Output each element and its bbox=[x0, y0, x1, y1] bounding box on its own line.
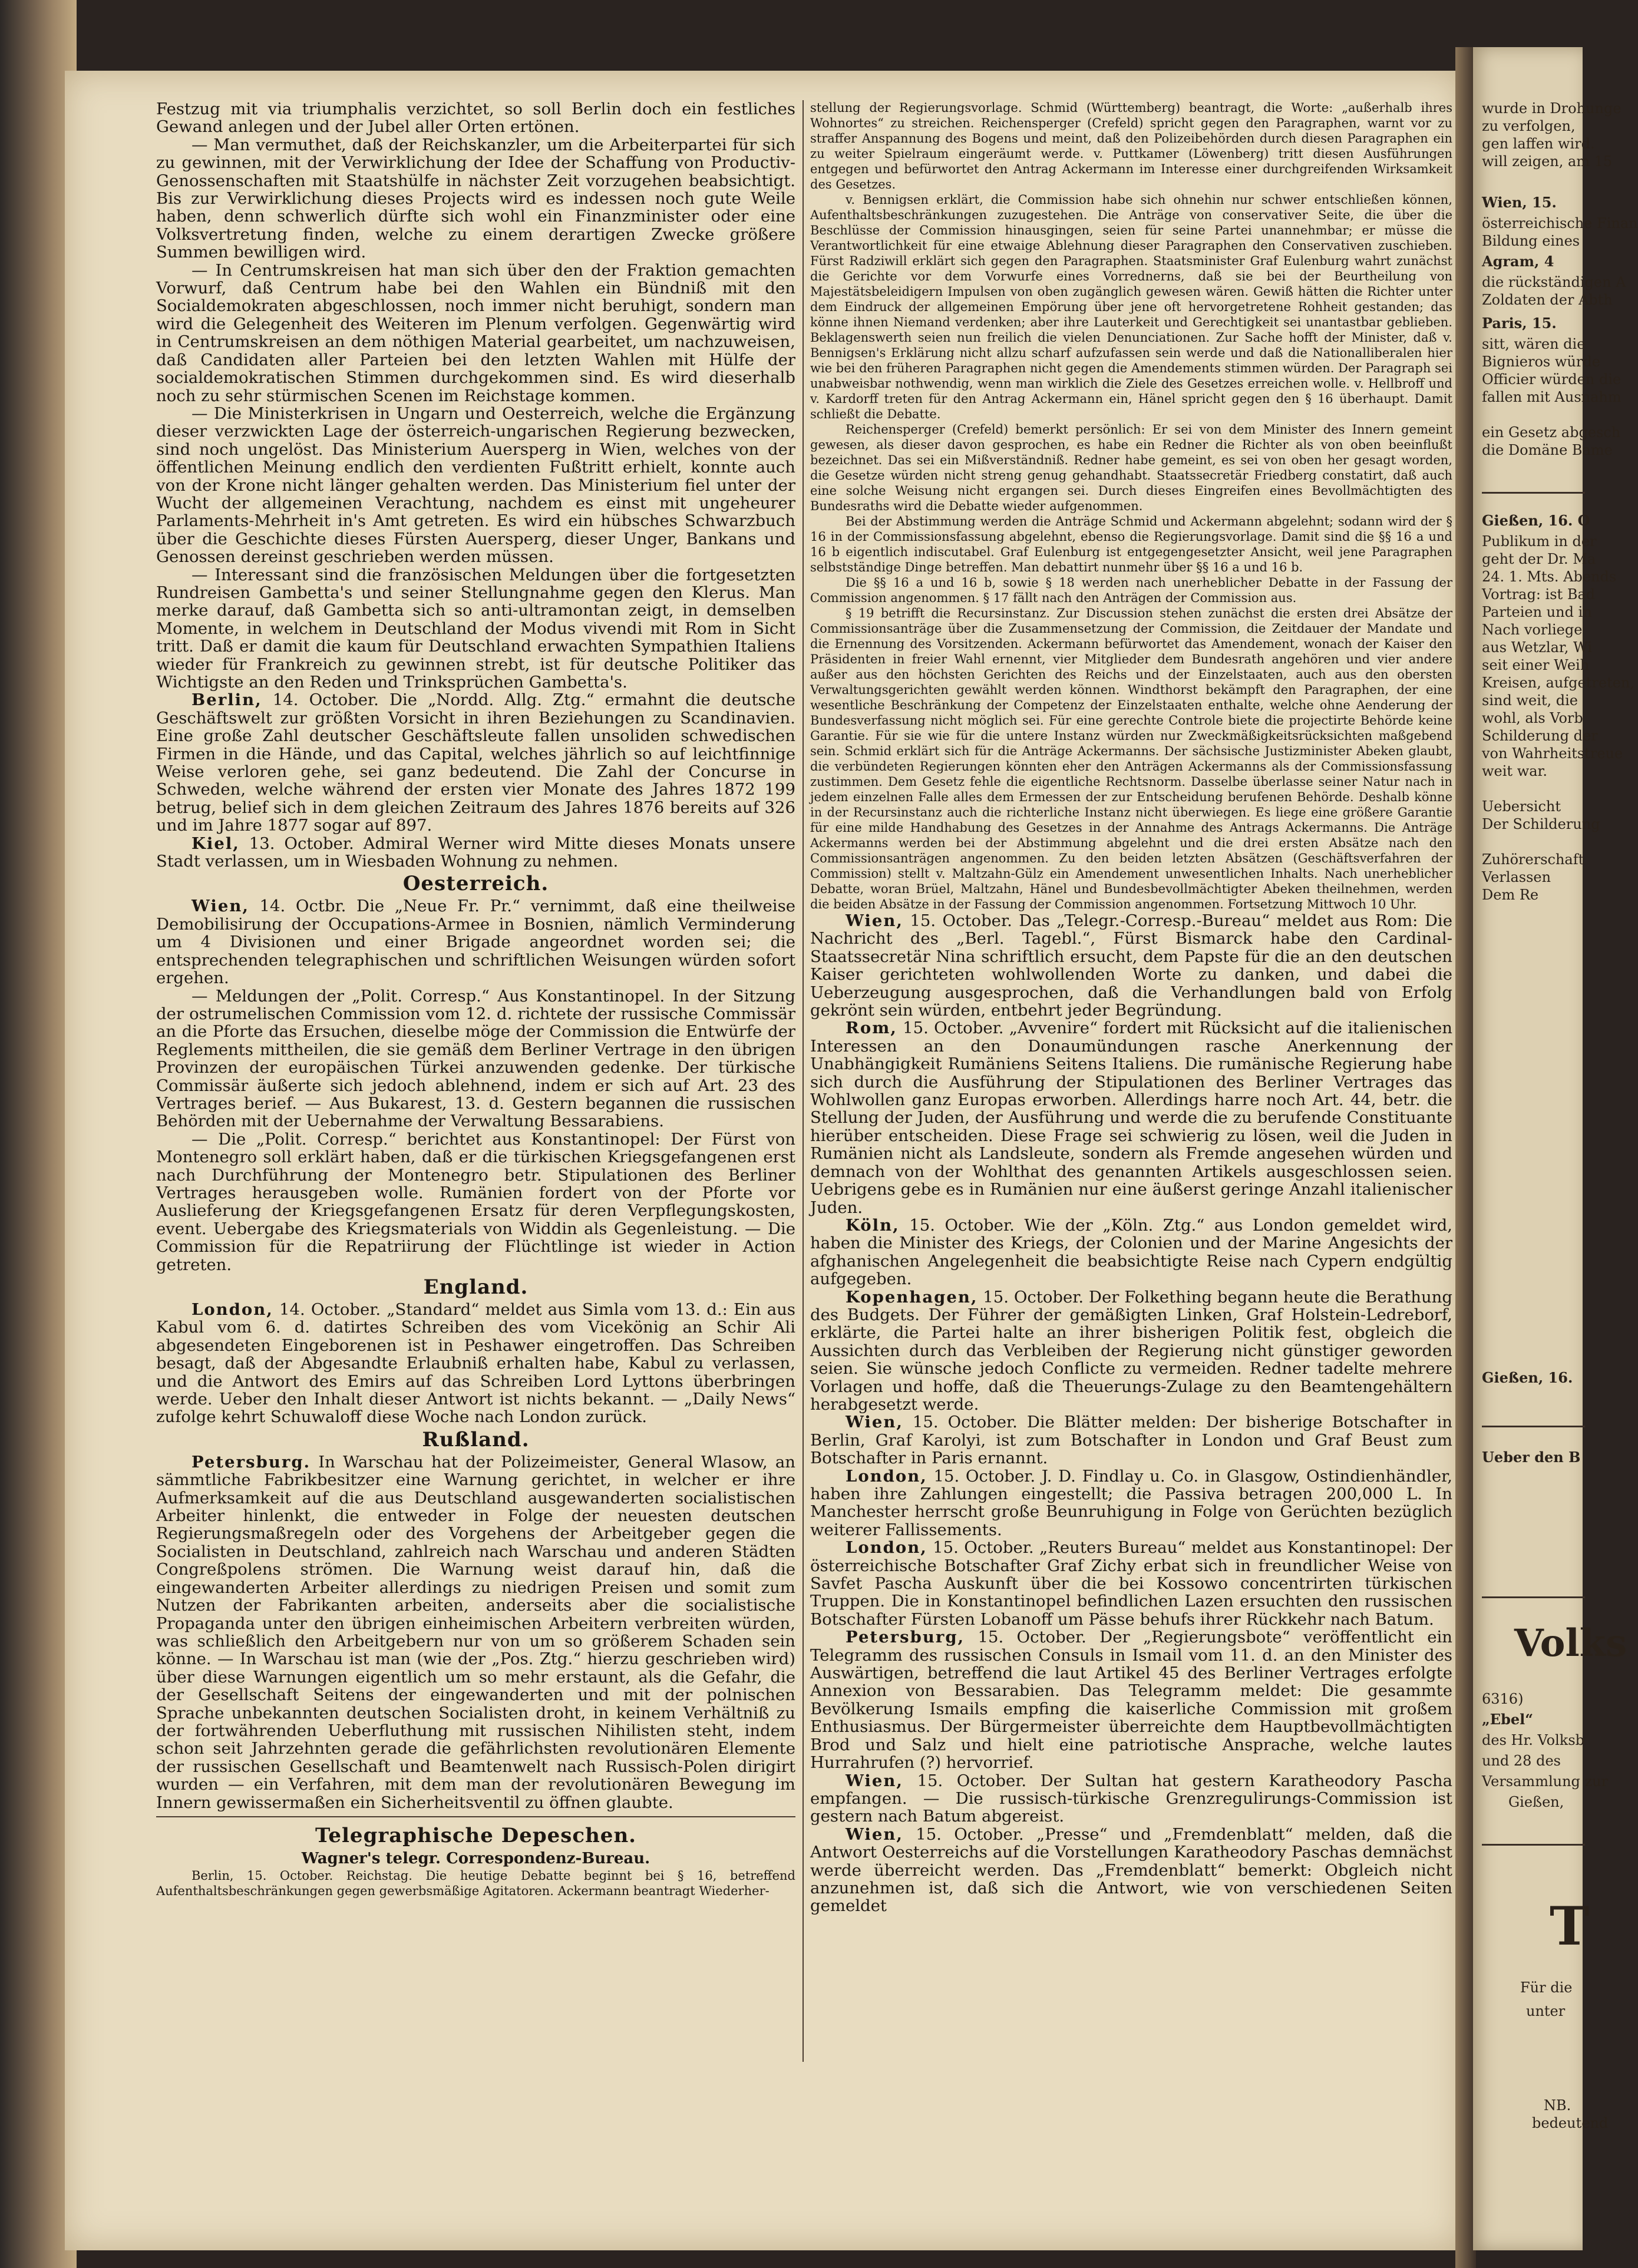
dateline: Wien, bbox=[846, 1771, 903, 1790]
dateline: Kopenhagen, bbox=[846, 1287, 978, 1307]
fragment-line: Paris, 15. bbox=[1482, 315, 1557, 332]
fragment-line: NB. bbox=[1544, 2097, 1571, 2114]
section-heading-austria: Oesterreich. bbox=[402, 872, 549, 896]
dateline: Kiel, bbox=[191, 834, 240, 853]
fragment-line: Zoldaten der Abth bbox=[1482, 292, 1613, 308]
ad-fragment-heading: Volks bbox=[1514, 1621, 1627, 1665]
fragment-line: Officier würden die bbox=[1482, 371, 1622, 388]
fragment-line: gen laffen wird. bbox=[1482, 135, 1595, 152]
paragraph: — Die Ministerkrisen in Ungarn und Oesterreich, welche die Ergänzung dieser verzwickten Lage der österreich-ungarischen Regierung bezwecken, sind noch ungelöst. Das Ministerium Auersperg in Wien, welches von der öffentlichen Meinung endlich den verdienten Fußtritt erhielt, konnte auch von der Krone nicht länger gehalten werden. Das Ministerium fiel unter der Wucht der allgemeinen Verachtung, nachdem es einst mit ungeheurer Parlaments-Mehrheit in's Amt getreten. Es wird ein hübsches Schwarzbuch über die Geschichte dieses Fürsten Auersperg, dieser Unger, Bankans und Genossen dereinst geschrieben werden müssen. bbox=[156, 404, 795, 567]
item-text: 15. October. „Presse“ und „Fremdenblatt“ melden, daß die Antwort Oesterreichs auf die Vorstellungen Karatheodory Paschas demnächst werde überreicht werden. Das „Fremdenblatt“ bemerkt: Obgleich nicht anzunehmen ist, daß sich die Antwort, wie von verschiedenen Seiten gemeldet bbox=[810, 1824, 1452, 1916]
item-text: 14. October. „Standard“ meldet aus Simla vom 13. d.: Ein aus Kabul vom 6. d. datirtes Schreiben des vom Vicekönig an Schir Ali abgesendeten Eingeborenen ist in Peshawer eingetroffen. Das Schreiben besagt, daß der Abgesandte Erlaubniß erhalten habe, Kabul zu verlassen, und die Antwort des Emirs auf das Schreiben Lord Lyttons überbringen werde. Ueber den Inhalt dieser Antwort ist nichts bekannt. — „Daily News“ zufolge kehrt Schuwaloff diese Woche nach London zurück. bbox=[156, 1300, 795, 1427]
fragment-line: Zuhörerschaft bbox=[1482, 851, 1584, 868]
fragment-line: Gießen, 16. O bbox=[1482, 512, 1590, 529]
dateline: Wien, bbox=[846, 1413, 903, 1432]
fragment-line: und 28 des bbox=[1482, 1753, 1561, 1769]
dispatch bbox=[810, 1826, 1452, 1915]
fragment-line: Publikum in der bbox=[1482, 533, 1597, 550]
news-item-kiel bbox=[156, 835, 795, 871]
fragment-line: sitt, wären die bbox=[1482, 336, 1586, 352]
fragment-line: Bignieros würde bbox=[1482, 353, 1600, 370]
item-text: 15. October. Das „Telegr.-Corresp.-Bureau“ meldet aus Rom: Die Nachricht des „Berl. Tagebl.“, Fürst Bismarck habe den Cardinal-Staatssecretär Nina schriftlich ersucht, dem Papste für die an den deutschen Kaiser gerichteten wohlwollenden Worte zu danken, und dabei die Ueberzeugung ausgesprochen, daß die Verhandlungen bald von Erfolg gekrönt sein würden, entbehrt jeder Begründung. bbox=[810, 911, 1452, 1020]
dispatch bbox=[810, 1019, 1452, 1216]
fragment-line: Ueber den B bbox=[1482, 1449, 1581, 1466]
item-text: 15. October. „Avvenire“ fordert mit Rücksicht auf die italienischen Interessen an den Donaumündungen rasche Anerkennung der Unabhängigkeit Rumäniens Seitens Italiens. Die rumänische Regierung habe sich durch die Ausführung der Stipulationen des Berliner Vertrages das Wohlwollen ganz Europas erworben. Allerdings harre noch Art. 44, betr. die Stellung der Juden, der Ausführung und werde die zu berufende Constituante hierüber entscheiden. Diese Frage sei schwierig zu lösen, weil die Juden in Rumänien nicht als Landsleute, sondern als Fremde angesehen würden und demnach von der Wohlthat des genannten Artikels ausgeschlossen seien. Uebrigens gebe es in Rumänien nur eine äußerst geringe Anzahl italienischer Juden. bbox=[810, 1019, 1452, 1217]
fragment-line: geht der Dr. Ma bbox=[1482, 551, 1596, 567]
dispatch bbox=[810, 1288, 1452, 1414]
dateline: Wien, bbox=[846, 911, 903, 930]
item-text: 15. October. Der „Regierungsbote“ veröffentlicht ein Telegramm des russischen Consuls in Ismail vom 11. d. an den Minister des Auswärtigen, betreffend die laut Artikel 45 des Berliner Vertrages erfolgte Annexion von Bessarabien. Das Telegramm meldet: Die gesammte Bevölkerung Ismails empfing die kaiserliche Commission mit großem Enthusiasmus. Der Bürgermeister überreichte dem Hauptbevollmächtigten Brod und Salz und hielt eine patriotische Ansprache, welche lautes Hurrahrufen (?) hervorrief. bbox=[810, 1628, 1452, 1773]
fragment-line: die rückständigen A bbox=[1482, 274, 1626, 290]
item-text: 15. October. Wie der „Köln. Ztg.“ aus London gemeldet wird, haben die Minister des Kriegs, der Colonien und der Marine Angesichts der afghanischen Angelegenheit die beabsichtigte Reise nach Cypern endgültig aufgegeben. bbox=[810, 1215, 1452, 1289]
section-heading-england: England. bbox=[423, 1275, 529, 1299]
fragment-line: 24. 1. Mts. Abends bbox=[1482, 568, 1617, 585]
ad-fragment-letter: T bbox=[1550, 1895, 1589, 1958]
fragment-line: österreichische Finan bbox=[1482, 215, 1638, 232]
item-text: 14. October. Die „Nordd. Allg. Ztg.“ ermahnt die deutsche Geschäftswelt zur größten Vorsicht in ihren Beziehungen zu Scandinavien. Eine große Zahl deutscher Geschäftsleute fallen unsoliden schwedischen Firmen in die Hände, und das Capital, welches jährlich so auf leichtfinnige Weise verloren gehe, sei ganz bedeutend. Die Zahl der Concurse in Schweden, welche während der ersten vier Monate des Jahres 1872 199 betrug, belief sich in dem gleichen Zeitraum des Jahres 1876 bereits auf 326 und im Jahre 1877 sogar auf 897. bbox=[156, 690, 795, 835]
fragment-line: Gießen, 16. bbox=[1482, 1369, 1573, 1386]
section-heading-russia: Rußland. bbox=[422, 1427, 530, 1452]
paragraph: v. Bennigsen erklärt, die Commission habe sich ohnehin nur schwer entschließen können, Aufenthaltsbeschränkungen zuzugestehen. Die Anträge von conservativer Seite, die über die Beschlüsse der Commission hinausgingen, seien für seine Partei unannehmbar; er müsse die Verantwortlichkeit für eine etwaige Ablehnung dieser Paragraphen den Conservativen zuschieben. Fürst Radziwill erklärt sich gegen den Paragraphen. Staatsminister Graf Eulenburg wahrt zunächst die Gerichte vor dem Vorwurfe eines Vorrednerns, daß sie bei der Beurtheilung von Majestätsbeleidigern Impulsen von oben zugänglich gewesen wären. Gewiß hätten die Richter unter dem Eindruck der allgemeinen Empörung über jene oft hervorgetretene Rohheit gestanden; das könne ihnen Niemand verdenken; aber ihre Lauterkeit und Gerechtigkeit sei unantastbar geblieben. Beklagenswerth seien nun freilich die vielen Denunciationen. Zur Sache hofft der Minister, daß v. Bennigsen's Erklärung nicht allzu scharf aufzufassen sein werde und daß die Nationalliberalen hier wie bei den früheren Paragraphen nicht gegen die Amendements stimmen würden. Der Paragraph sei unabweisbar nothwendig, wenn man wirklich die Ziele des Gesetzes erreichen wolle. v. Hellbroff und v. Kardorff treten für den Antrag Ackermann ein, Hänel spricht gegen den § 16 überhaupt. Damit schließt die Debatte. bbox=[810, 193, 1452, 421]
dispatch bbox=[810, 1539, 1452, 1628]
news-item-petersburg bbox=[156, 1453, 795, 1811]
fragment-line: die Domäne Bame bbox=[1482, 442, 1613, 458]
fragment-line: Für die bbox=[1520, 1979, 1573, 1996]
reichstag-report bbox=[810, 100, 1452, 912]
fragment-line: weit war. bbox=[1482, 763, 1548, 779]
fragment-line: Versammlung zur bbox=[1482, 1773, 1609, 1790]
fragment-line: 6316) bbox=[1482, 1691, 1524, 1707]
news-item-berlin bbox=[156, 691, 795, 834]
paragraph: — Interessant sind die französischen Meldungen über die fortgesetzten Rundreisen Gambetta's und seiner Stellungnahme gegen den Klerus. Man merke darauf, daß Gambetta sich so anti-ultramontan zeigt, in demselben Momente, in welchem in Deutschland der Modus vivendi mit Rom in Sicht tritt. Daß er damit die kaum für Deutschland erwachten Sympathien Italiens wieder für Frankreich zu gewinnen strebt, ist für deutsche Politiker das Wichtigste an den Reden und Trinksprüchen Gambetta's. bbox=[156, 565, 795, 692]
dispatch bbox=[810, 1216, 1452, 1288]
dateline: Petersburg, bbox=[846, 1628, 965, 1647]
news-item-london bbox=[156, 1301, 795, 1426]
fragment-line: wohl, als Vorb bbox=[1482, 710, 1583, 726]
fragment-line: Uebersicht bbox=[1482, 798, 1561, 815]
fragment-line: Schilderung der bbox=[1482, 728, 1598, 744]
dispatch bbox=[810, 1628, 1452, 1771]
paragraph: Bei der Abstimmung werden die Anträge Schmid und Ackermann abgelehnt; sodann wird der § 16 in der Commissionsfassung abgelehnt, ebenso die Regierungsvorlage. Damit sind die §§ 16 a und 16 b eigentlich indiscutabel. Graf Eulenburg ist entgegengesetzter Ansicht, weil jene Paragraphen selbstständige Dinge betreffen. Man debattirt nunmehr über §§ 16 a und 16 b. bbox=[810, 514, 1452, 574]
fragment-line: Kreisen, aufgetreten, bbox=[1482, 675, 1634, 691]
fragment-line: Wien, 15. bbox=[1482, 194, 1557, 211]
bureau-subheading: Wagner's telegr. Correspondenz-Bureau. bbox=[301, 1849, 650, 1867]
news-item-wien bbox=[156, 897, 795, 987]
fragment-line: Dem Re bbox=[1482, 887, 1539, 903]
fragment-line: von Wahrheitstreue bbox=[1482, 745, 1623, 762]
section-heading-telegraph: Telegraphische Depeschen. bbox=[315, 1823, 636, 1847]
dateline: London, bbox=[846, 1538, 927, 1558]
item-text: 14. Octbr. Die „Neue Fr. Pr.“ vernimmt, daß eine theilweise Demobilisirung der Occupations-Armee in Bosnien, nämlich Verminderung um 4 Divisionen und einer Brigade angeordnet worden sei; die entsprechenden telegraphischen und schriftlichen Weisungen würden sofort ergehen. bbox=[156, 897, 795, 988]
paragraph: — Die „Polit. Corresp.“ berichtet aus Konstantinopel: Der Fürst von Montenegro soll erklärt haben, daß er die türkischen Kriegsgefangenen erst nach Durchführung der Montenegro betr. Stipulationen des Berliner Vertrages herausgeben wolle. Rumänien fordert von der Pforte vor Auslieferung der Kriegsgefangenen Ersatz für deren Verpflegungskosten, event. Uebergabe des Kriegsmaterials von Widdin als Gegenleistung. — Die Commission für die Repatriirung der Flüchtlinge ist wieder in Action getreten. bbox=[156, 1129, 795, 1274]
fragment-line: des Hr. Volksb bbox=[1482, 1732, 1585, 1748]
fragment-line: will zeigen, am 15 bbox=[1482, 153, 1613, 170]
fragment-line: Verlassen bbox=[1482, 869, 1551, 885]
left-column bbox=[156, 100, 795, 2233]
fragment-line: wurde in Drohunge bbox=[1482, 100, 1622, 117]
item-text: 13. October. Admiral Werner wird Mitte dieses Monats unsere Stadt verlassen, um in Wiesbaden Wohnung zu nehmen. bbox=[156, 834, 795, 871]
dateline: Rom, bbox=[846, 1019, 897, 1038]
item-text: 15. October. Der Folkething begann heute die Berathung des Budgets. Der Führer der gemäßigten Linken, Graf Holstein-Ledreborf, erklärte, die Partei halte an ihrer bisherigen Politik fest, obgleich die Aussichten durch das Verbleiben der Regierung nicht günstiger geworden seien. Sie wünsche jedoch Conflicte zu vermeiden. Redner tadelte mehrere Vorlagen und hoffe, daß die Theuerungs-Zulage zu den Beamtengehältern herabgesetzt werde. bbox=[810, 1287, 1452, 1414]
dateline: Berlin, bbox=[191, 690, 262, 710]
dateline: Wien, bbox=[846, 1824, 903, 1844]
fragment-line: aus Wetzlar, Wi bbox=[1482, 639, 1592, 656]
fragment-line: sind weit, die bbox=[1482, 692, 1578, 709]
right-column bbox=[810, 100, 1452, 2233]
fragment-line: Parteien und in bbox=[1482, 604, 1592, 620]
item-text: In Warschau hat der Polizeimeister, General Wlasow, an sämmtliche Fabrikbesitzer eine Warnung gerichtet, in welcher er ihre Aufmerksamkeit auf die aus Deutschland ausgewanderten socialistischen Arbeiter hinlenkt, die entweder in Folge der neuesten deutschen Regierungsmaßregeln oder des Vorgehens der Arbeitgeber gegen die Socialisten in Deutschland, zahlreich nach Warschau und anderen Städten Congreßpolens strömen. Die Warnung weist darauf hin, daß die eingewanderten Arbeiter allerdings zu niedrigen Preisen und somit zum Nutzen der Fabrikanten arbeiten, anderseits aber die socialistische Propaganda unter den übrigen einheimischen Arbeitern verbreiten würden, was schließlich den Arbeitgebern nur von um so größerem Schaden sein könne. — In Warschau ist man (wie der „Pos. Ztg.“ hierzu geschrieben wird) über diese Warnungen eigentlich um so mehr erstaunt, als die Gefahr, die der Gesellschaft Seitens der eingewanderten und mit der polnischen Sprache unbekannten deutschen Socialisten droht, in keinem Verhältniß zu der fortwährenden Ueberfluthung mit russischen Nihilisten steht, indem schon seit Jahrzehnten gerade die gefährlichsten revolutionären Elemente der russischen Gesellschaft und Beamtenwelt nach Russisch-Polen dirigirt wurden — ein Verfahren, mit dem man der revolutionären Bewegung im Innern gewissermaßen ein Sicherheitsventil zu öffnen glaubte. bbox=[156, 1452, 795, 1812]
fragment-line: Der Schilderung bbox=[1482, 816, 1600, 832]
paragraph: Die §§ 16 a und 16 b, sowie § 18 werden nach unerheblicher Debatte in der Fassung der Commission angenommen. § 17 fällt nach den Anträgen der Commission aus. bbox=[810, 576, 1452, 605]
dispatch bbox=[810, 1467, 1452, 1539]
dateline: Petersburg. bbox=[191, 1452, 311, 1472]
column-divider bbox=[803, 100, 804, 2062]
paragraph: § 19 betrifft die Recursinstanz. Zur Discussion stehen zunächst die ersten drei Absätze der Commissionsanträge über die Zusammensetzung der Commission, die Zeitdauer der Mandate und die Ernennung des Vorsitzenden. Ackermann befürwortet das Amendement, wonach der Kaiser den Präsidenten in freier Wahl ernennt, vier Mitglieder dem Bundesrath angehören und vier andere außer aus den höchsten Gerichten des Reichs und der Einzelstaaten, auch aus den obersten Verwaltungsgerichten gewählt werden können. Windthorst bekämpft den Paragraphen, der eine wesentliche Beschränkung der Competenz der Einzelstaaten enthalte, welche ohne Aenderung der Bundesverfassung nicht möglich sei. Für eine gerechte Controle biete die projectirte Behörde keine Garantie. Für sie wie für die untere Instanz würden nur Zweckmäßigkeitsrücksichten maßgebend sein. Schmid erklärt sich für die Anträge Ackermanns. Der sächsische Justizminister Abeken glaubt, die verbündeten Regierungen könnten eher den Anträgen Ackermanns als der Commissionsfassung zustimmen. Dem Gesetz fehle die eigentliche Rechtsnorm. Dasselbe überlasse seiner Natur nach in jedem einzelnen Falle alles dem Ermessen der zur Entscheidung berufenen Behörde. Deshalb könne in der Recursinstanz auch die richterliche Instanz nicht überwiegen. Es liege eine größere Garantie für eine milde Handhabung des Gesetzes in der Annahme des Antrags Ackermanns. Die Anträge Ackermanns werden bei der Abstimmung abgelehnt und die drei ersten Absätze nach den Commissionsanträgen angenommen. Zu den beiden letzten Absätzen (Geschäftsverfahren der Commission) stellt v. Maltzahn-Gülz ein Amendement unwesentlichen Inhalts. Nach unerheblicher Debatte, woran Brüel, Maltzahn, Hänel und Bundesbevollmächtigter Abeken theilnehmen, werden die beiden Absätze in der Fassung der Commission angenommen. Fortsetzung Mittwoch 10 Uhr. bbox=[810, 606, 1452, 911]
fragment-line: Vortrag: ist Bad bbox=[1482, 586, 1596, 603]
fragment-line: Gießen, bbox=[1508, 1794, 1564, 1810]
dispatch bbox=[810, 1413, 1452, 1467]
dateline: London, bbox=[846, 1466, 927, 1486]
fragment-rule bbox=[1482, 1844, 1585, 1846]
dispatch bbox=[810, 1772, 1452, 1826]
paragraph: — Man vermuthet, daß der Reichskanzler, um die Arbeiterpartei für sich zu gewinnen, mit der Verwirklichung der Idee der Schaffung von Productiv-Genossenschaften mit Staatshülfe in nächster Zeit vorzugehen beabsichtigt. Bis zur Verwirklichung dieses Projects wird es indessen noch gute Weile haben, denn schwerlich dürfte sich wohl ein Finanzminister oder eine Volksvertretung finden, welche zu einem derartigen Zwecke größere Summen bewilligen wird. bbox=[156, 135, 795, 262]
item-text: 15. October. Der Sultan hat gestern Karatheodory Pascha empfangen. — Die russisch-türkische Grenzregulirungs-Commission ist gestern nach Batum abgereist. bbox=[810, 1771, 1452, 1826]
dateline: Wien, bbox=[191, 897, 249, 916]
fragment-line: ein Gesetz abgesch bbox=[1482, 424, 1621, 441]
fragment-line: unter bbox=[1526, 2003, 1566, 2019]
dateline: London, bbox=[191, 1300, 273, 1319]
fragment-line: zu verfolgen, bbox=[1482, 118, 1576, 134]
fragment-rule bbox=[1482, 1426, 1585, 1427]
fragment-line: fallen mit Ausnahm bbox=[1482, 389, 1622, 405]
item-text: 15. October. Die Blätter melden: Der bisherige Botschafter in Berlin, Graf Karolyi, ist zum Botschafter in London und Graf Beust zum Botschafter in Paris ernannt. bbox=[810, 1413, 1452, 1468]
paragraph: Reichensperger (Crefeld) bemerkt persönlich: Er sei von dem Minister des Innern gemeint gewesen, als dieser davon gesprochen, es habe ein Redner die Richter als von oben beeinflußt bezeichnet. Das sei ein Mißverständniß. Redner habe gemeint, es sei von oben her gesagt worden, die Gesetze würden nicht streng genug gehandhabt. Staatssecretär Friedberg constatirt, daß auch eine solche Weisung nicht ergangen sei. Durch dieses Eingreifen eines Bevollmächtigten des Bundesraths wird die Debatte wieder aufgenommen. bbox=[810, 422, 1452, 513]
dateline: Köln, bbox=[846, 1215, 900, 1235]
fragment-line: seit einer Weih bbox=[1482, 657, 1590, 673]
paragraph: stellung der Regierungsvorlage. Schmid (Württemberg) beantragt, die Worte: „außerhalb ihres Wohnortes“ zu streichen. Reichensperger (Crefeld) spricht gegen den Paragraphen, warnt vor zu straffer Anspannung des Bogens und meint, daß den Polizeibehörden durch diesen Paragraphen ein zu weiter Spielraum eingeräumt werde. v. Puttkamer (Löwenberg) tritt diesen Ausführungen entgegen und befürwortet den Antrag Ackermann im Interesse einer durchgreifenden Wirksamkeit des Gesetzes. bbox=[810, 101, 1452, 191]
paragraph: — Meldungen der „Polit. Corresp.“ Aus Konstantinopel. In der Sitzung der ostrumelischen Commission vom 12. d. richtete der russische Commissär an die Pforte das Ersuchen, dieselbe möge der Commission die Entwürfe der Reglements mittheilen, die sie gemäß dem Berliner Vertrage in den übrigen Provinzen der europäischen Türkei anzuwenden gedenke. Der türkische Commissär äußerte sich jedoch ablehnend, indem er sich auf Art. 23 des Vertrages berief. — Aus Bukarest, 13. d. Gestern begannen die russischen Behörden mit der Uebernahme der Verwaltung Bessarabiens. bbox=[156, 986, 795, 1131]
fragment-line: Agram, 4 bbox=[1482, 253, 1554, 270]
fragment-rule bbox=[1482, 492, 1585, 494]
item-text: 15. October. „Reuters Bureau“ meldet aus Konstantinopel: Der österreichische Botschafter Graf Zichy erbat sich in freundlicher Weise von Savfet Pascha Auskunft über die bei Kossowo concentrirten türkischen Truppen. Die in Konstantinopel befindlichen Lazen ersuchten den russischen Botschafter Fürsten Lobanoff um Pässe behufs ihrer Rückkehr nach Batum. bbox=[810, 1538, 1452, 1629]
paragraph: Berlin, 15. October. Reichstag. Die heutige Debatte beginnt bei § 16, betreffend Aufenthaltsbeschränkungen gegen gewerbsmäßige Agitatoren. Ackermann beantragt Wiederher- bbox=[156, 1868, 795, 1898]
paragraph: Festzug mit via triumphalis verzichtet, so soll Berlin doch ein festliches Gewand anlegen und der Jubel aller Orten ertönen. bbox=[156, 100, 795, 137]
divider bbox=[156, 1816, 795, 1817]
fragment-line: „Ebel“ bbox=[1482, 1711, 1534, 1728]
dispatch bbox=[810, 912, 1452, 1019]
fragment-rule bbox=[1482, 1596, 1585, 1598]
item-text: 15. October. J. D. Findlay u. Co. in Glasgow, Ostindienhändler, haben ihre Zahlungen eingestellt; die Passiva betragen 200,000 L. In Manchester herrscht große Beunruhigung in Folge von Gerüchten bezüglich weiterer Fallissements. bbox=[810, 1466, 1452, 1539]
fragment-line: bedeutend bbox=[1532, 2115, 1609, 2131]
paragraph: — In Centrumskreisen hat man sich über den der Fraktion gemachten Vorwurf, daß Centrum habe bei den Wahlen ein Bündniß mit den Socialdemokraten abgeschlossen, noch immer nicht beruhigt, sondern man wird die Gelegenheit des Weiteren im Plenum verfolgen. Gegenwärtig wird in Centrumskreisen an dem nöthigen Material gearbeitet, um nachzuweisen, daß Candidaten aller Parteien bei den letzten Wahlen mit Hülfe der socialdemokratischen Stimmen durchgekommen sind. Es wird dieserhalb noch zu sehr stürmischen Scenen im Reichstage kommen. bbox=[156, 260, 795, 405]
fragment-line: Bildung eines bbox=[1482, 233, 1580, 249]
fragment-line: Nach vorliege bbox=[1482, 621, 1583, 638]
